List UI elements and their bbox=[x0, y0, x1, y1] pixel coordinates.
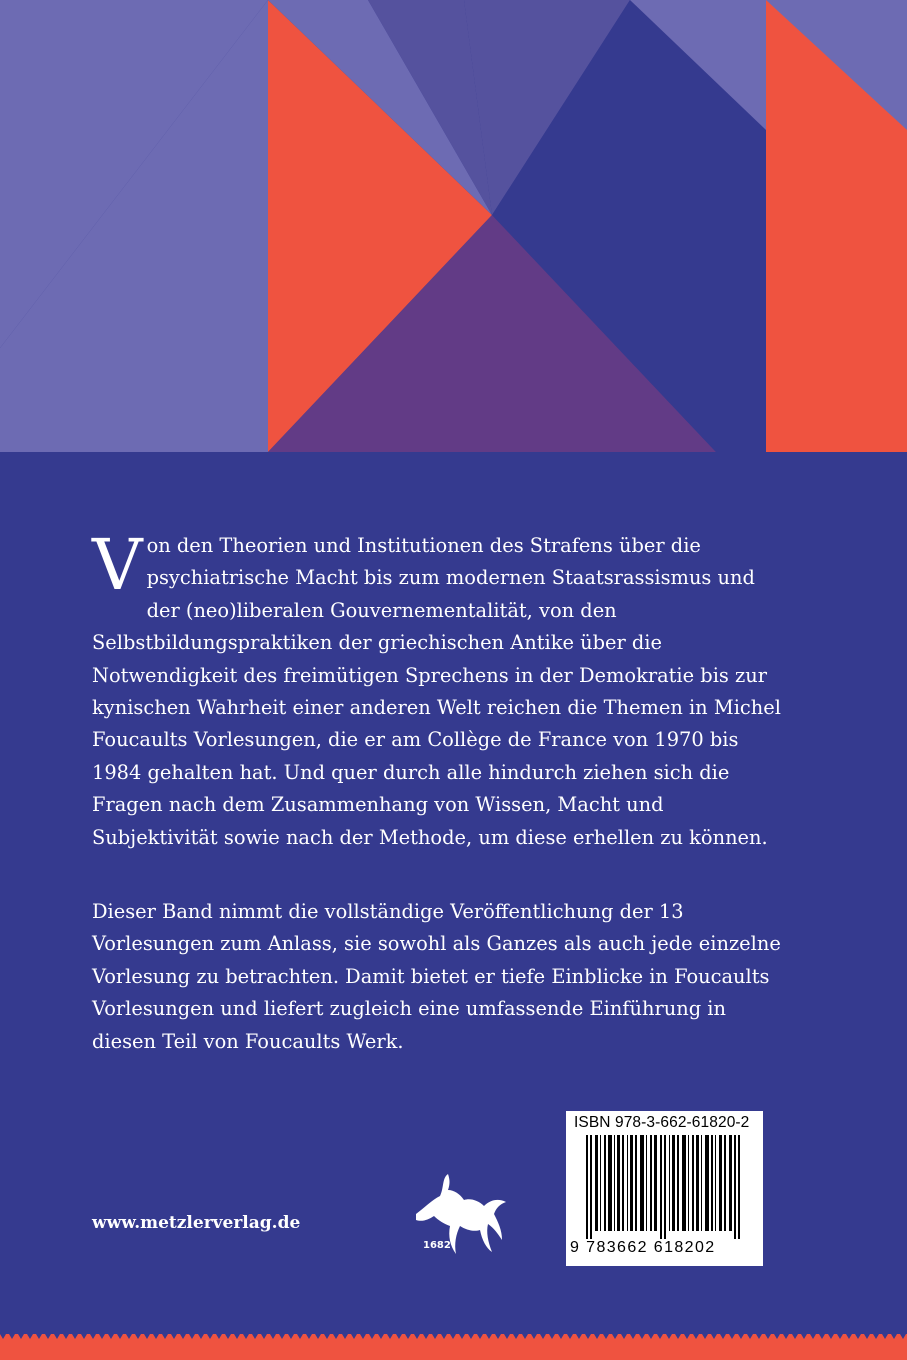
blurb-paragraph-1-body: on den Theorien und Institutionen des Strafens über die psychiatrische Macht bis zum modernen Staatsrassismus und der (neo)liberalen Gouvernementalität, von den Selbstbildungspraktiken der griechischen Antike über die Notwendigkeit des freimütigen Sprechens in der Demokratie bis zur kynischen Wahrheit einer anderen Welt reichen die Themen in Michel Foucaults Vorlesungen, die er am Collège de France von 1970 bis 1984 gehalten hat. Und quer durch alle hindurch ziehen sich die Fragen nach dem Zusammenhang von Wissen, Macht und Subjektivität sowie nach der Methode, um diese erhellen zu können. bbox=[92, 534, 781, 849]
barcode-bars bbox=[586, 1135, 744, 1239]
decorative-bottom-strip bbox=[0, 1334, 907, 1360]
blurb-paragraph-1 bbox=[92, 524, 782, 854]
isbn-digits: 9 783662 618202 bbox=[570, 1239, 716, 1256]
logo-year: 1682 bbox=[423, 1240, 451, 1251]
blurb-text bbox=[92, 524, 782, 1058]
blurb-paragraph-2: Dieser Band nimmt die vollständige Veröffentlichung der 13 Vorlesungen zum Anlass, sie sowohl als Ganzes als auch jede einzelne Vorlesung zu betrachten. Damit bietet er tiefe Einblicke in Foucaults Vorlesungen und liefert zugleich eine umfassende Einführung in diesen Teil von Foucaults Werk. bbox=[92, 900, 781, 1053]
horse-logo-icon bbox=[402, 1170, 512, 1270]
isbn-label: ISBN 978-3-662-61820-2 bbox=[574, 1114, 750, 1131]
publisher-url: www.metzlerverlag.de bbox=[92, 1213, 301, 1233]
isbn-barcode bbox=[566, 1111, 763, 1266]
cover-artwork bbox=[0, 0, 907, 452]
drop-cap: V bbox=[92, 524, 143, 606]
